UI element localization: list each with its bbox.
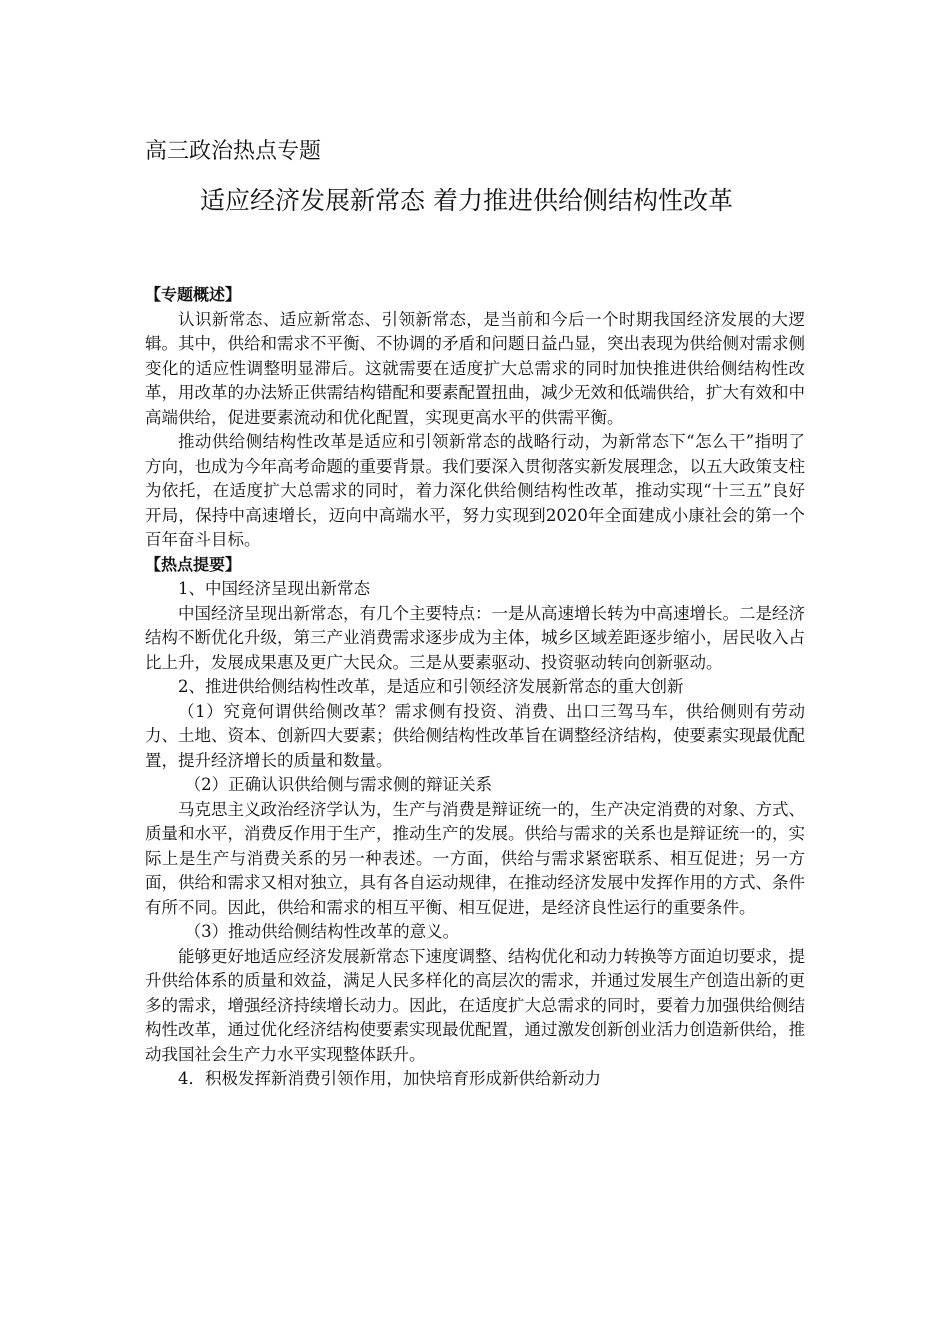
- sub-item-3-text: 能够更好地适应经济发展新常态下速度调整、结构优化和动力转换等方面迫切要求，提升供给体系的质量和效益，满足人民多样化的高层次的需求，并通过发展生产创造出新的更多的需求，增强经济持续增长动力。因此，在适度扩大总需求的同时，要着力加强供给侧结构性改革，通过优化经济结构使要素实现最优配置，通过激发创新创业活力创造新供给，推动我国社会生产力水平实现整体跃升。: [145, 946, 805, 1064]
- sub-item-1-text: （1）究竟何谓供给侧改革？需求侧有投资、消费、出口三驾马车，供给侧则有劳动力、土地、资本、创新四大要素；供给侧结构性改革旨在调整经济结构，使要素实现最优配置，提升经济增长的质量和数量。: [145, 701, 805, 770]
- sub-item-2-title: （2）正确认识供给侧与需求侧的辩证关系: [184, 775, 493, 794]
- section-heading-hotspots: 【热点提要】: [145, 554, 242, 574]
- document-title: 适应经济发展新常态 着力推进供给侧结构性改革: [200, 186, 733, 215]
- section-heading-overview: 【专题概述】: [145, 285, 242, 304]
- item-1-text: 中国经济呈现出新常态，有几个主要特点：一是从高速增长转为中高速增长。二是经济结构不断优化升级，第三产业消费需求逐步成为主体，城乡区域差距逐步缩小，居民收入占比上升，发展成果惠及更广大民众。三是从要素驱动、投资驱动转向创新驱动。: [145, 603, 805, 672]
- item-1-title: 1、中国经济呈现出新常态: [178, 579, 370, 598]
- sub-item-3-title: （3）推动供给侧结构性改革的意义。: [184, 922, 460, 941]
- document-subject: 高三政治热点专题: [145, 139, 322, 164]
- overview-paragraph-1: 认识新常态、适应新常态、引领新常态，是当前和今后一个时期我国经济发展的大逻辑。其中，供给和需求不平衡、不协调的矛盾和问题日益凸显，突出表现为供给侧对需求侧变化的适应性调整明显滞后。这就需要在适度扩大总需求的同时加快推进供给侧结构性改革，用改革的办法矫正供需结构错配和要素配置扭曲，减少无效和低端供给，扩大有效和中高端供给，促进要素流动和优化配置，实现更高水平的供需平衡。: [145, 309, 805, 427]
- sub-item-2-text: 马克思主义政治经济学认为，生产与消费是辩证统一的，生产决定消费的对象、方式、质量和水平，消费反作用于生产，推动生产的发展。供给与需求的关系也是辩证统一的，实际上是生产与消费关系的另一种表述。一方面，供给与需求紧密联系、相互促进；另一方面，供给和需求又相对独立，具有各自运动规律，在推动经济发展中发挥作用的方式、条件有所不同。因此，供给和需求的相互平衡、相互促进，是经济良性运行的重要条件。: [145, 799, 805, 917]
- overview-paragraph-2: 推动供给侧结构性改革是适应和引领新常态的战略行动，为新常态下“怎么干”指明了方向，也成为今年高考命题的重要背景。我们要深入贯彻落实新发展理念，以五大政策支柱为依托，在适度扩大总需求的同时，着力深化供给侧结构性改革，推动实现“十三五”良好开局，保持中高速增长，迈向中高端水平，努力实现到2020年全面建成小康社会的第一个百年奋斗目标。: [145, 432, 805, 549]
- item-4-title: 4．积极发挥新消费引领作用，加快培育形成新供给新动力: [178, 1069, 601, 1088]
- document-body: [145, 283, 805, 1092]
- item-2-title: 2、推进供给侧结构性改革，是适应和引领经济发展新常态的重大创新: [178, 677, 684, 696]
